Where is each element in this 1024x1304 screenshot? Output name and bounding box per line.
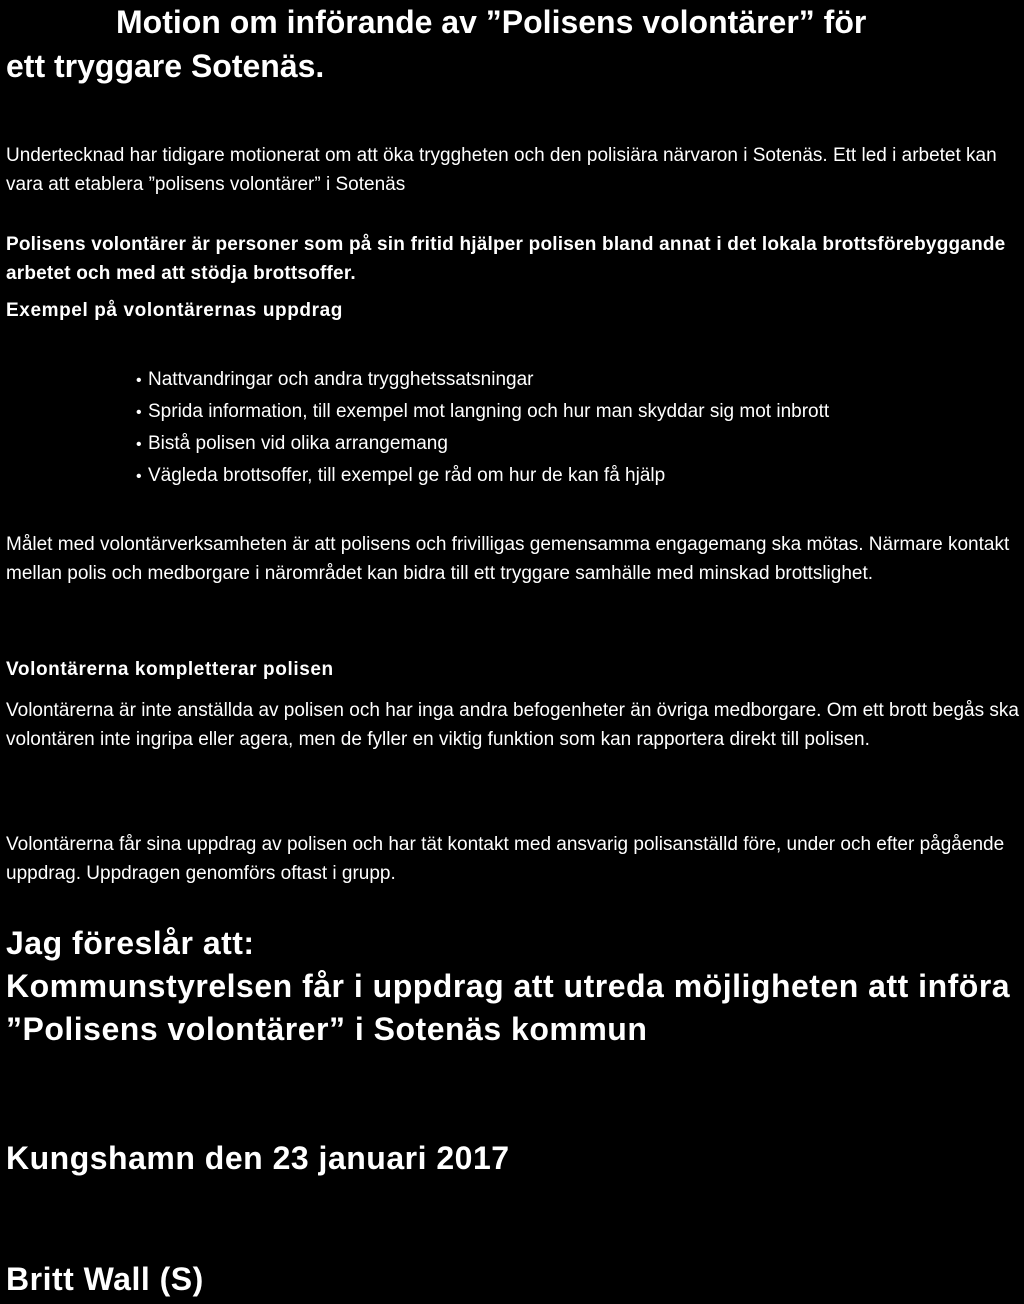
proposal-text: Kommunstyrelsen får i uppdrag att utreda möjligheten att införa ”Polisens volontärer” i Sotenäs kommun	[6, 968, 1011, 1047]
bullet-icon: •	[136, 404, 142, 421]
intro-paragraph: Undertecknad har tidigare motionerat om att öka tryggheten och den polisiära närvaron i Sotenäs. Ett led i arbetet kan vara att etablera ”polisens volontärer” i Sotenäs	[6, 145, 997, 195]
examples-list	[136, 364, 829, 492]
assignments-paragraph: Volontärerna får sina uppdrag av polisen och har tät kontakt med ansvarig polisanställd före, under och efter pågående uppdrag. Uppdragen genomförs oftast i grupp.	[6, 834, 1005, 884]
complement-paragraph: Volontärerna är inte anställda av polisen och har inga andra befogenheter än övriga medborgare. Om ett brott begås ska volontären inte ingripa eller agera, men de fyller en viktig funktion som kan rapportera direkt till polisen.	[6, 700, 1019, 750]
definition-paragraph: Polisens volontärer är personer som på sin fritid hjälper polisen bland annat i det lokala brottsförebyggande arbetet och med att stödja brottsoffer.	[6, 234, 1006, 284]
bullet-icon: •	[136, 372, 142, 389]
proposal-heading: Jag föreslår att:	[6, 925, 255, 961]
bullet-icon: •	[136, 436, 142, 453]
examples-heading: Exempel på volontärernas uppdrag	[6, 300, 344, 321]
complement-heading: Volontärerna kompletterar polisen	[6, 659, 334, 680]
place-date: Kungshamn den 23 januari 2017	[6, 1140, 510, 1176]
bullet-icon: •	[136, 468, 142, 485]
title-line-2: ett tryggare Sotenäs.	[6, 48, 325, 84]
document-title	[6, 0, 1016, 88]
title-line-1: Motion om införande av ”Polisens volontärer” för	[116, 4, 867, 40]
goal-paragraph: Målet med volontärverksamheten är att polisens och frivilligas gemensamma engagemang ska mötas. Närmare kontakt mellan polis och medborgare i närområdet kan bidra till ett tryggare samhälle med minskad brottslighet.	[6, 534, 1010, 584]
list-item: • Nattvandringar och andra trygghetssatsningar	[136, 364, 829, 396]
list-item: • Sprida information, till exempel mot langning och hur man skyddar sig mot inbrott	[136, 396, 829, 428]
signature: Britt Wall (S)	[6, 1261, 204, 1297]
list-item: • Bistå polisen vid olika arrangemang	[136, 428, 829, 460]
list-item: • Vägleda brottsoffer, till exempel ge råd om hur de kan få hjälp	[136, 460, 829, 492]
